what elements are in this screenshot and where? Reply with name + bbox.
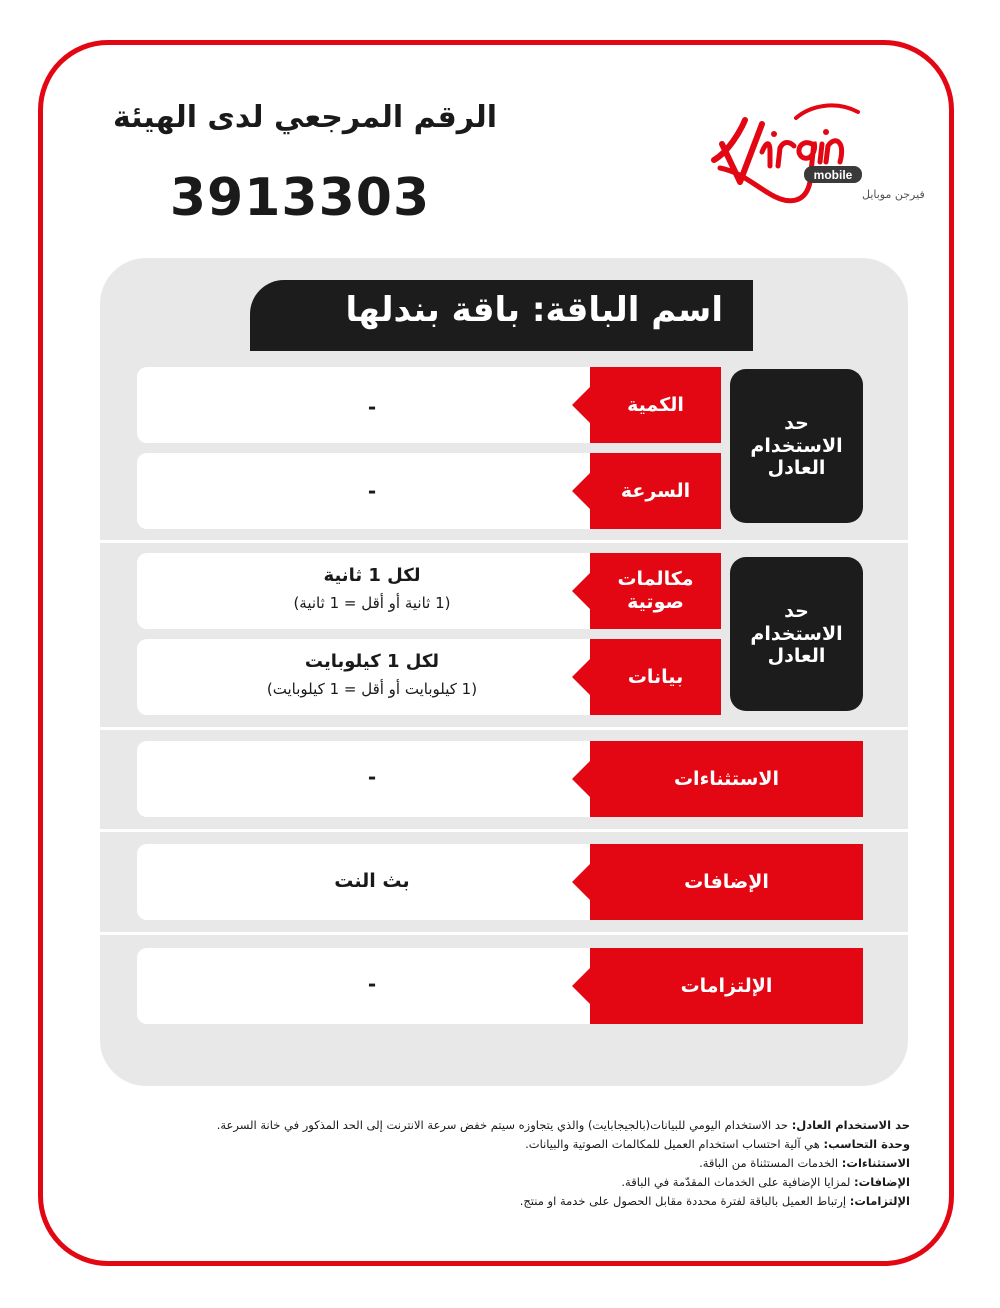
exceptions-label: الاستثناءات [590, 741, 863, 817]
mobile-badge-text: mobile [813, 168, 853, 182]
fair-usage-label-2: حد الاستخدام العادل [730, 557, 863, 711]
footnote-text: حد الاستخدام اليومي للبيانات(بالجيجابايت) والذي يتجاوزه سيتم خفض سرعة الانترنت إلى الحد المذكور في خانة السرعة. [216, 1118, 792, 1132]
footnote-term: الإضافات: [854, 1175, 910, 1189]
footnote [100, 1173, 910, 1192]
voice-value-box [137, 553, 607, 629]
virgin-logo-graphic [700, 82, 925, 222]
data-value-box [137, 639, 607, 715]
section-divider [100, 829, 908, 832]
voice-calls-label: مكالمات صوتية [590, 553, 721, 629]
exceptions-value: - [367, 765, 377, 789]
footnote-text: الخدمات المستثناة من الباقة. [699, 1156, 842, 1170]
quantity-value: - [367, 395, 377, 419]
data-note: (1 كيلوبايت أو أقل = 1 كيلوبايت) [266, 680, 478, 698]
footnote-term: حد الاستخدام العادل: [791, 1118, 910, 1132]
fair-usage-label-1: حد الاستخدام العادل [730, 369, 863, 523]
addons-value: بث النت [334, 870, 410, 892]
footnote-text: هي آلية احتساب استخدام العميل للمكالمات الصوتية والبيانات. [525, 1137, 824, 1151]
exceptions-value-box [137, 741, 607, 817]
section-divider [100, 932, 908, 935]
reference-number: 3913303 [169, 168, 431, 228]
quantity-value-box [137, 367, 607, 443]
commitments-value: - [367, 972, 377, 996]
footnote [100, 1116, 910, 1135]
footnotes [100, 1116, 910, 1211]
footnote [100, 1192, 910, 1211]
footnote-term: وحدة التحاسب: [823, 1137, 910, 1151]
footnote [100, 1135, 910, 1154]
virgin-mobile-logo [700, 82, 925, 222]
footnote-term: الإلتزامات: [849, 1194, 910, 1208]
section-divider [100, 727, 908, 730]
commitments-label: الإلتزامات [590, 948, 863, 1024]
speed-value: - [367, 479, 377, 503]
addons-value-box [137, 844, 607, 920]
speed-value-box [137, 453, 607, 529]
speed-label: السرعة [590, 453, 721, 529]
logo-arabic-text: فيرجن موبايل [862, 188, 925, 201]
quantity-label: الكمية [590, 367, 721, 443]
reference-title: الرقم المرجعي لدى الهيئة [112, 100, 498, 135]
package-name: اسم الباقة: باقة بندلها [250, 280, 753, 351]
footnote-term: الاستثناءات: [841, 1156, 910, 1170]
footnote-text: لمزايا الإضافية على الخدمات المقدّمة في الباقة. [621, 1175, 855, 1189]
section-divider [100, 540, 908, 543]
voice-value: لكل 1 ثانية [323, 565, 421, 586]
footnote [100, 1154, 910, 1173]
data-value: لكل 1 كيلوبايت [304, 651, 440, 672]
footnote-text: إرتباط العميل بالباقة لفترة محددة مقابل الحصول على خدمة او منتج. [519, 1194, 850, 1208]
addons-label: الإضافات [590, 844, 863, 920]
voice-note: (1 ثانية أو أقل = 1 ثانية) [293, 594, 451, 612]
data-label: بيانات [590, 639, 721, 715]
commitments-value-box [137, 948, 607, 1024]
